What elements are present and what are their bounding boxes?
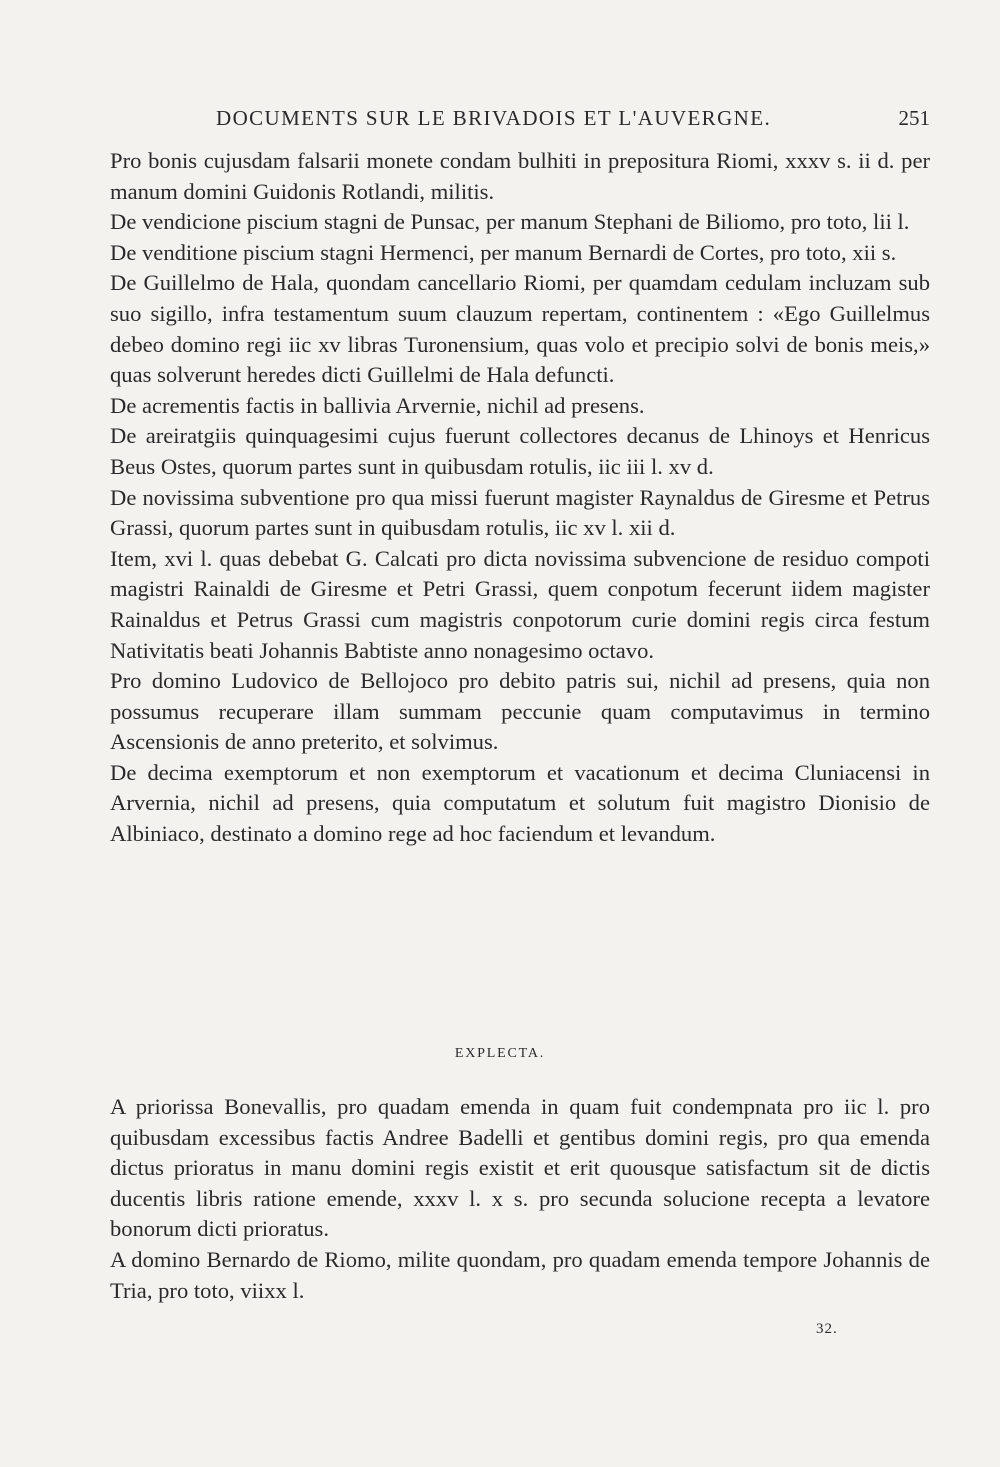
paragraph: De acrementis factis in ballivia Arvernie, nichil ad presens.: [110, 392, 645, 418]
paragraph: De areiratgiis quinquagesimi cujus fuerunt collectores decanus de Lhinoys et Henricus Beus Ostes, quorum partes sunt in quibusdam rotulis, iic iii l. xv d.: [110, 423, 930, 479]
signature-mark: 32.: [816, 1321, 838, 1337]
paragraph: De vendicione piscium stagni de Punsac, per manum Stephani de Biliomo, pro toto, lii l.: [110, 209, 910, 235]
paragraph: De venditione piscium stagni Hermenci, per manum Bernardi de Cortes, pro toto, xii s.: [110, 239, 897, 265]
section-heading: EXPLECTA.: [454, 1046, 546, 1061]
running-title: DOCUMENTS SUR LE BRIVADOIS ET L'AUVERGNE.: [216, 106, 772, 130]
page-number: 251: [898, 106, 930, 130]
running-header: [110, 106, 930, 136]
body-text-lower: [110, 1092, 930, 1306]
paragraph: De decima exemptorum et non exemptorum et vacationum et decima Cluniacensi in Arvernia, nichil ad presens, quia computatum et solutum fuit magistro Dionisio de Albiniaco, destinato a domino rege ad hoc faciendum et levandum.: [110, 759, 930, 847]
paragraph: Item, xvi l. quas debebat G. Calcati pro dicta novissima subvencione de residuo compoti magistri Rainaldi de Giresme et Petri Grassi, quem conpotum fecerunt iidem magister Rainaldus et Petrus Grassi cum magistris conpotorum curie domini regis circa festum Nativitatis beati Johannis Babtiste anno nonagesimo octavo.: [110, 545, 930, 663]
paragraph: A priorissa Bonevallis, pro quadam emenda in quam fuit condempnata pro iic l. pro quibusdam excessibus factis Andree Badelli et gentibus domini regis, pro qua emenda dictus prioratus in manu domini regis existit et erit quousque satisfactum sit de dictis ducentis libris ratione emende, xxxv l. x s. pro secunda solucione recepta a levatore bonorum dicti prioratus.: [110, 1094, 930, 1242]
paragraph: De Guillelmo de Hala, quondam cancellario Riomi, per quamdam cedulam incluzam sub suo sigillo, infra testamentum suum clauzum repertam, continentem : «Ego Guillelmus debeo domino regi iic xv libras Turonensium, quas volo et precipio solvi de bonis meis,» quas solverunt heredes dicti Guillelmi de Hala defuncti.: [110, 270, 930, 388]
paragraph: Pro domino Ludovico de Bellojoco pro debito patris sui, nichil ad presens, quia non possumus recuperare illam summam peccunie quam computavimus in termino Ascensionis de anno preterito, et solvimus.: [110, 668, 930, 755]
paragraph: De novissima subventione pro qua missi fuerunt magister Raynaldus de Giresme et Petrus Grassi, quorum partes sunt in quibusdam rotulis, iic xv l. xii d.: [110, 484, 930, 541]
paragraph: A domino Bernardo de Riomo, milite quondam, pro quadam emenda tempore Johannis de Tria, pro toto, viixx l.: [110, 1246, 930, 1303]
paragraph: Pro bonis cujusdam falsarii monete condam bulhiti in prepositura Riomi, xxxv s. ii d. per manum domini Guidonis Rotlandi, militis.: [110, 148, 930, 204]
body-text-upper: [110, 146, 930, 850]
